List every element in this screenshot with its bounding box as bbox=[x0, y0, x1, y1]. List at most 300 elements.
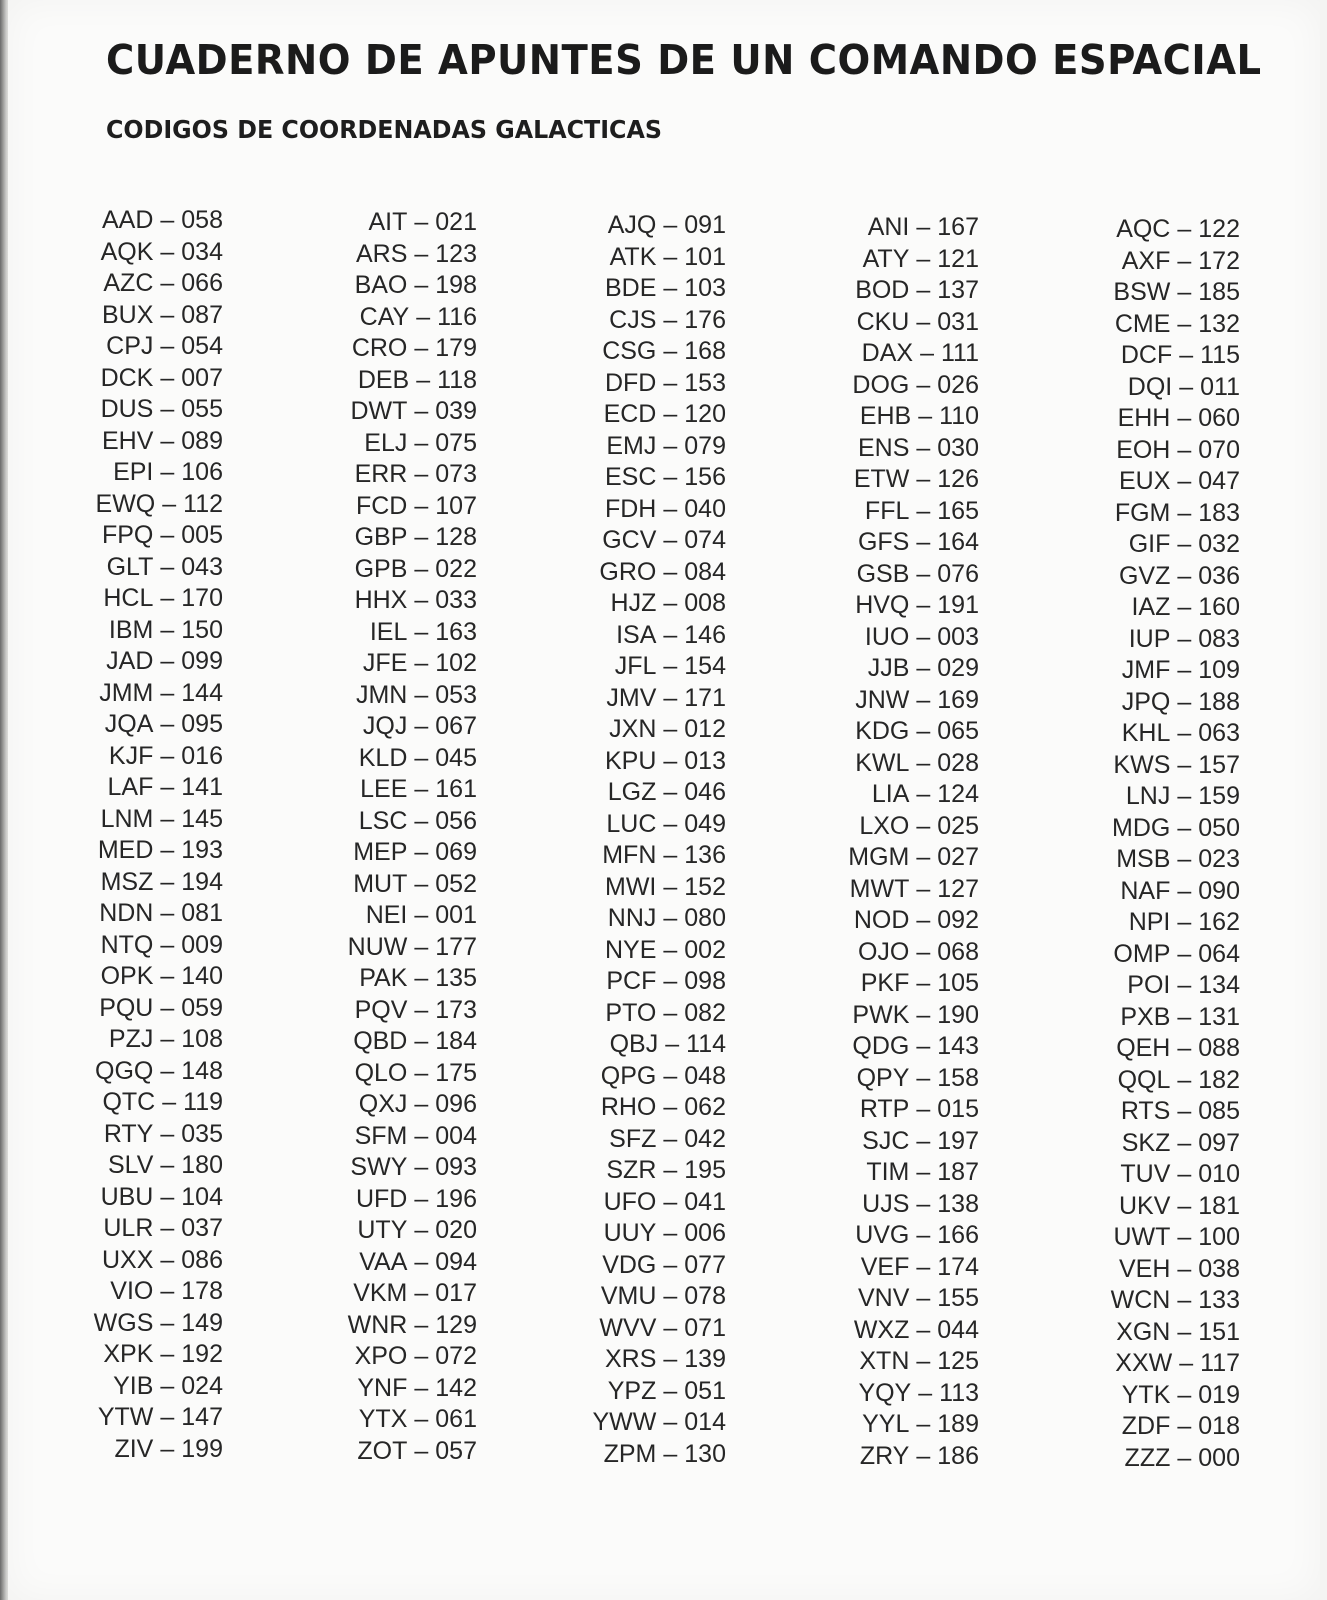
code-label: PCF bbox=[606, 967, 657, 995]
code-separator: – bbox=[663, 1376, 678, 1405]
code-value: 106 bbox=[181, 458, 223, 486]
coordinate-code-entry bbox=[1040, 561, 1240, 593]
coordinate-code-entry bbox=[23, 1056, 223, 1088]
code-label: LXO bbox=[859, 811, 910, 840]
code-label: JQJ bbox=[362, 712, 408, 740]
code-label: WGS bbox=[93, 1308, 154, 1337]
code-value: 154 bbox=[684, 652, 726, 680]
coordinate-code-entry bbox=[526, 966, 726, 998]
coordinate-code-entry bbox=[277, 1310, 477, 1342]
code-separator: – bbox=[414, 1216, 429, 1244]
code-separator: – bbox=[160, 300, 175, 329]
code-value: 130 bbox=[684, 1439, 726, 1468]
code-value: 092 bbox=[937, 906, 979, 934]
code-label: LNM bbox=[100, 804, 154, 833]
coordinate-code-entry bbox=[23, 1119, 223, 1151]
code-label: DAX bbox=[861, 339, 914, 367]
code-value: 124 bbox=[937, 780, 979, 808]
code-separator: – bbox=[916, 1063, 931, 1092]
code-separator: – bbox=[916, 654, 931, 682]
code-label: SKZ bbox=[1121, 1128, 1171, 1157]
code-label: LNJ bbox=[1125, 782, 1171, 810]
code-separator: – bbox=[414, 712, 429, 740]
code-label: NTQ bbox=[100, 930, 154, 959]
code-separator: – bbox=[916, 969, 931, 997]
code-value: 132 bbox=[1198, 309, 1240, 338]
code-value: 122 bbox=[1198, 215, 1240, 243]
code-value: 101 bbox=[684, 242, 726, 271]
code-separator: – bbox=[160, 678, 175, 707]
code-separator: – bbox=[916, 1095, 931, 1123]
code-separator: – bbox=[160, 836, 175, 864]
code-separator: – bbox=[414, 1279, 429, 1307]
code-value: 169 bbox=[937, 685, 979, 714]
code-label: XRS bbox=[604, 1345, 657, 1373]
code-value: 133 bbox=[1198, 1286, 1240, 1314]
code-separator: – bbox=[160, 773, 175, 801]
code-label: RHO bbox=[600, 1093, 657, 1121]
code-value: 171 bbox=[684, 683, 726, 712]
code-label: MFN bbox=[602, 841, 657, 869]
code-separator: – bbox=[663, 1282, 678, 1310]
code-separator: – bbox=[160, 521, 175, 549]
code-value: 156 bbox=[684, 463, 726, 491]
code-label: VEF bbox=[860, 1252, 910, 1281]
coordinate-code-entry bbox=[23, 1402, 223, 1434]
code-label: HCL bbox=[103, 584, 154, 612]
code-label: IUO bbox=[864, 622, 910, 651]
code-value: 135 bbox=[435, 964, 477, 992]
code-separator: – bbox=[1177, 813, 1192, 842]
code-value: 184 bbox=[435, 1027, 477, 1055]
code-label: OMP bbox=[1113, 939, 1171, 968]
code-label: EPI bbox=[113, 458, 154, 486]
code-separator: – bbox=[663, 400, 678, 428]
code-label: XXW bbox=[1115, 1349, 1173, 1377]
code-label: LGZ bbox=[607, 778, 657, 806]
coordinate-code-entry bbox=[23, 457, 223, 489]
code-label: JAD bbox=[106, 647, 154, 675]
code-value: 179 bbox=[435, 334, 477, 362]
code-label: ERR bbox=[354, 460, 408, 488]
code-label: VAA bbox=[359, 1247, 408, 1276]
code-separator: – bbox=[916, 874, 931, 903]
code-separator: – bbox=[1177, 215, 1192, 243]
coordinate-code-entry bbox=[779, 1283, 979, 1315]
code-separator: – bbox=[160, 710, 175, 738]
code-label: HHX bbox=[354, 586, 408, 614]
code-label: BUX bbox=[101, 300, 154, 329]
code-label: RTS bbox=[1120, 1097, 1171, 1125]
code-value: 057 bbox=[435, 1436, 477, 1465]
code-label: RTP bbox=[859, 1095, 910, 1123]
code-label: QQL bbox=[1117, 1065, 1171, 1094]
code-separator: – bbox=[663, 242, 678, 271]
coordinate-code-entry bbox=[23, 1434, 223, 1466]
coordinate-code-entry bbox=[779, 748, 979, 780]
coordinate-code-entry bbox=[277, 1247, 477, 1279]
code-separator: – bbox=[663, 494, 678, 523]
code-label: GSB bbox=[856, 559, 910, 588]
code-label: MWT bbox=[849, 874, 910, 903]
code-label: MSB bbox=[1116, 845, 1171, 873]
codes-column-3 bbox=[526, 210, 726, 1470]
code-separator: – bbox=[1177, 435, 1192, 464]
code-separator: – bbox=[1177, 530, 1192, 558]
code-separator: – bbox=[663, 589, 678, 617]
code-separator: – bbox=[916, 622, 931, 651]
coordinate-code-entry bbox=[1040, 214, 1240, 246]
code-separator: – bbox=[1177, 908, 1192, 936]
coordinate-code-entry bbox=[779, 559, 979, 591]
coordinate-code-entry bbox=[23, 1150, 223, 1182]
coordinate-code-entry bbox=[23, 678, 223, 710]
coordinate-code-entry bbox=[1040, 781, 1240, 813]
coordinate-code-entry bbox=[277, 774, 477, 806]
code-separator: – bbox=[1177, 939, 1192, 968]
code-separator: – bbox=[663, 998, 678, 1027]
code-value: 145 bbox=[181, 804, 223, 833]
coordinate-code-entry bbox=[23, 898, 223, 930]
coordinate-code-entry bbox=[277, 900, 477, 932]
code-value: 117 bbox=[1200, 1349, 1240, 1377]
coordinate-code-entry bbox=[526, 1187, 726, 1219]
code-value: 172 bbox=[1198, 246, 1240, 275]
code-separator: – bbox=[414, 649, 429, 677]
code-separator: – bbox=[414, 869, 429, 898]
coordinate-code-entry bbox=[23, 300, 223, 332]
coordinate-code-entry bbox=[779, 653, 979, 685]
coordinate-code-entry bbox=[526, 1439, 726, 1471]
code-separator: – bbox=[916, 1315, 931, 1344]
code-separator: – bbox=[1177, 624, 1192, 653]
code-value: 016 bbox=[181, 741, 223, 770]
code-label: FDH bbox=[604, 494, 657, 523]
code-label: PKF bbox=[860, 969, 910, 997]
code-value: 115 bbox=[1200, 341, 1240, 369]
code-value: 138 bbox=[937, 1189, 979, 1218]
code-separator: – bbox=[414, 995, 429, 1024]
code-label: PAK bbox=[359, 964, 408, 992]
code-value: 032 bbox=[1198, 530, 1240, 558]
code-separator: – bbox=[916, 433, 931, 462]
code-value: 193 bbox=[181, 836, 223, 864]
code-value: 094 bbox=[435, 1247, 477, 1276]
code-separator: – bbox=[1177, 1002, 1192, 1031]
coordinate-code-entry bbox=[779, 1441, 979, 1473]
code-value: 170 bbox=[181, 584, 223, 612]
coordinate-code-entry bbox=[779, 811, 979, 843]
coordinate-code-entry bbox=[1040, 309, 1240, 341]
code-label: ATK bbox=[609, 242, 657, 271]
code-label: ETW bbox=[853, 465, 910, 493]
code-label: DCK bbox=[100, 363, 154, 392]
code-value: 186 bbox=[937, 1441, 979, 1470]
coordinate-code-entry bbox=[779, 338, 979, 370]
code-label: VNV bbox=[857, 1284, 910, 1312]
code-value: 097 bbox=[1198, 1128, 1240, 1157]
code-separator: – bbox=[916, 1410, 931, 1438]
code-value: 018 bbox=[1198, 1412, 1240, 1440]
code-value: 168 bbox=[684, 337, 726, 365]
code-separator: – bbox=[1177, 498, 1192, 527]
code-separator: – bbox=[663, 1187, 678, 1216]
coordinate-code-entry bbox=[23, 520, 223, 552]
code-value: 096 bbox=[435, 1090, 477, 1118]
code-label: NDN bbox=[99, 899, 154, 927]
code-separator: – bbox=[665, 1030, 680, 1058]
code-value: 023 bbox=[1198, 845, 1240, 873]
code-label: AXF bbox=[1121, 246, 1171, 275]
code-separator: – bbox=[663, 526, 678, 554]
coordinate-code-entry bbox=[1040, 813, 1240, 845]
code-value: 058 bbox=[181, 206, 223, 234]
code-value: 160 bbox=[1198, 593, 1240, 621]
code-value: 037 bbox=[181, 1214, 223, 1242]
code-label: BDE bbox=[604, 274, 657, 302]
code-label: CAY bbox=[359, 302, 410, 331]
code-value: 177 bbox=[435, 932, 477, 961]
code-value: 103 bbox=[684, 274, 726, 302]
code-label: JJB bbox=[867, 654, 910, 682]
code-label: TUV bbox=[1120, 1160, 1171, 1188]
code-separator: – bbox=[414, 1436, 429, 1465]
code-separator: – bbox=[663, 778, 678, 806]
coordinate-code-entry bbox=[779, 905, 979, 937]
coordinate-code-entry bbox=[526, 903, 726, 935]
code-value: 147 bbox=[181, 1403, 223, 1431]
code-label: CPJ bbox=[106, 332, 154, 360]
code-separator: – bbox=[414, 1153, 429, 1181]
coordinate-code-entry bbox=[23, 1276, 223, 1308]
coordinate-code-entry bbox=[23, 961, 223, 993]
code-value: 071 bbox=[684, 1313, 726, 1342]
code-separator: – bbox=[160, 1056, 175, 1085]
code-label: ECD bbox=[603, 400, 657, 428]
code-value: 070 bbox=[1198, 435, 1240, 464]
coordinate-code-entry bbox=[779, 1126, 979, 1158]
code-separator: – bbox=[663, 715, 678, 743]
code-label: TIM bbox=[866, 1158, 910, 1186]
code-separator: – bbox=[160, 426, 175, 455]
code-separator: – bbox=[916, 937, 931, 966]
code-label: FGM bbox=[1114, 498, 1171, 527]
code-separator: – bbox=[1177, 1160, 1192, 1188]
code-value: 183 bbox=[1198, 498, 1240, 527]
code-separator: – bbox=[1177, 1254, 1192, 1283]
code-separator: – bbox=[663, 809, 678, 838]
code-value: 091 bbox=[684, 211, 726, 239]
code-label: YIB bbox=[113, 1371, 154, 1400]
code-separator: – bbox=[663, 431, 678, 460]
coordinate-code-entry bbox=[277, 585, 477, 617]
coordinate-code-entry bbox=[779, 244, 979, 276]
code-value: 174 bbox=[937, 1252, 979, 1281]
code-label: VIO bbox=[110, 1277, 154, 1305]
code-separator: – bbox=[414, 491, 429, 520]
code-separator: – bbox=[416, 365, 431, 394]
code-separator: – bbox=[916, 1189, 931, 1218]
code-value: 182 bbox=[1198, 1065, 1240, 1094]
code-value: 161 bbox=[435, 775, 477, 803]
code-value: 035 bbox=[181, 1119, 223, 1148]
code-value: 068 bbox=[937, 937, 979, 966]
code-label: JFE bbox=[362, 649, 408, 677]
code-label: GLT bbox=[106, 552, 154, 581]
code-value: 127 bbox=[937, 874, 979, 903]
coordinate-code-entry bbox=[23, 394, 223, 426]
code-separator: – bbox=[160, 804, 175, 833]
coordinate-code-entry bbox=[23, 583, 223, 615]
code-separator: – bbox=[916, 685, 931, 714]
coordinate-code-entry bbox=[526, 462, 726, 494]
coordinate-code-entry bbox=[1040, 246, 1240, 278]
code-label: ULR bbox=[103, 1214, 154, 1242]
code-separator: – bbox=[916, 1252, 931, 1281]
code-value: 086 bbox=[181, 1245, 223, 1274]
code-value: 104 bbox=[181, 1182, 223, 1211]
codes-column-5 bbox=[1040, 214, 1240, 1474]
code-label: ZPM bbox=[603, 1439, 657, 1468]
code-label: EWQ bbox=[95, 489, 156, 518]
code-label: NOD bbox=[853, 906, 910, 934]
coordinate-code-entry bbox=[526, 651, 726, 683]
code-value: 041 bbox=[684, 1187, 726, 1216]
coordinate-code-entry bbox=[1040, 498, 1240, 530]
coordinate-code-entry bbox=[23, 709, 223, 741]
codes-column-2 bbox=[277, 207, 477, 1467]
code-value: 198 bbox=[435, 271, 477, 299]
coordinate-code-entry bbox=[526, 1029, 726, 1061]
code-separator: – bbox=[1177, 687, 1192, 716]
code-value: 199 bbox=[181, 1434, 223, 1463]
code-separator: – bbox=[160, 395, 175, 423]
coordinate-code-entry bbox=[526, 1344, 726, 1376]
code-value: 175 bbox=[435, 1058, 477, 1087]
code-value: 140 bbox=[181, 962, 223, 990]
coordinate-code-entry bbox=[1040, 970, 1240, 1002]
code-label: ZIV bbox=[114, 1434, 154, 1463]
code-label: JMV bbox=[606, 683, 657, 712]
code-value: 128 bbox=[435, 523, 477, 551]
coordinate-code-entry bbox=[1040, 1380, 1240, 1412]
code-label: NYE bbox=[604, 935, 657, 964]
code-separator: – bbox=[916, 465, 931, 493]
code-separator: – bbox=[414, 460, 429, 488]
code-separator: – bbox=[160, 647, 175, 675]
code-label: EUX bbox=[1118, 467, 1171, 495]
coordinate-code-entry bbox=[1040, 435, 1240, 467]
coordinate-code-entry bbox=[526, 935, 726, 967]
code-separator: – bbox=[916, 276, 931, 304]
code-separator: – bbox=[1179, 372, 1194, 401]
code-value: 064 bbox=[1198, 939, 1240, 968]
code-value: 166 bbox=[937, 1221, 979, 1249]
code-separator: – bbox=[160, 993, 175, 1022]
code-value: 075 bbox=[435, 428, 477, 457]
code-label: IAZ bbox=[1131, 593, 1171, 621]
code-value: 022 bbox=[435, 554, 477, 583]
coordinate-code-entry bbox=[277, 270, 477, 302]
code-value: 052 bbox=[435, 869, 477, 898]
code-label: UUY bbox=[603, 1219, 657, 1247]
code-label: AJQ bbox=[607, 211, 657, 239]
code-value: 046 bbox=[684, 778, 726, 806]
code-label: QLO bbox=[354, 1058, 408, 1087]
coordinate-code-entry bbox=[526, 336, 726, 368]
code-value: 019 bbox=[1198, 1380, 1240, 1409]
code-label: NAF bbox=[1120, 876, 1171, 905]
code-value: 077 bbox=[684, 1250, 726, 1279]
code-separator: – bbox=[916, 244, 931, 273]
code-value: 038 bbox=[1198, 1254, 1240, 1283]
code-value: 043 bbox=[181, 552, 223, 581]
code-label: VEH bbox=[1118, 1254, 1171, 1283]
code-value: 028 bbox=[937, 748, 979, 777]
code-value: 040 bbox=[684, 494, 726, 523]
coordinate-code-entry bbox=[23, 993, 223, 1025]
code-label: YPZ bbox=[607, 1376, 657, 1405]
code-value: 084 bbox=[684, 557, 726, 586]
code-label: JQA bbox=[104, 710, 154, 738]
code-separator: – bbox=[414, 1342, 429, 1370]
code-value: 053 bbox=[435, 680, 477, 709]
code-separator: – bbox=[160, 237, 175, 266]
code-value: 188 bbox=[1198, 687, 1240, 716]
code-value: 187 bbox=[937, 1158, 979, 1186]
code-label: QEH bbox=[1116, 1034, 1171, 1062]
code-label: HJZ bbox=[610, 589, 657, 617]
coordinate-code-entry bbox=[779, 937, 979, 969]
code-label: GCV bbox=[602, 526, 657, 554]
code-value: 047 bbox=[1198, 467, 1240, 495]
code-separator: – bbox=[663, 337, 678, 365]
coordinate-code-entry bbox=[277, 1215, 477, 1247]
code-separator: – bbox=[663, 967, 678, 995]
code-label: YYL bbox=[862, 1410, 910, 1438]
code-value: 192 bbox=[181, 1340, 223, 1368]
coordinate-code-entry bbox=[277, 932, 477, 964]
code-separator: – bbox=[1177, 719, 1192, 747]
code-separator: – bbox=[160, 741, 175, 770]
code-value: 021 bbox=[435, 208, 477, 236]
coordinate-code-entry bbox=[779, 1189, 979, 1221]
coordinate-code-entry bbox=[23, 867, 223, 899]
coordinate-code-entry bbox=[277, 1341, 477, 1373]
code-label: ENS bbox=[857, 433, 910, 462]
code-value: 164 bbox=[937, 528, 979, 556]
coordinate-code-entry bbox=[526, 525, 726, 557]
code-separator: – bbox=[1177, 246, 1192, 275]
code-label: FPQ bbox=[101, 521, 154, 549]
code-label: ELJ bbox=[364, 428, 408, 457]
code-separator: – bbox=[414, 1373, 429, 1402]
coordinate-code-entry bbox=[779, 716, 979, 748]
code-separator: – bbox=[1177, 1034, 1192, 1062]
code-value: 102 bbox=[435, 649, 477, 677]
code-separator: – bbox=[1177, 278, 1192, 306]
code-separator: – bbox=[414, 932, 429, 961]
coordinate-code-entry bbox=[779, 874, 979, 906]
coordinate-code-entry bbox=[779, 1409, 979, 1441]
code-label: PWK bbox=[852, 1000, 910, 1029]
code-label: JMF bbox=[1121, 656, 1171, 684]
code-label: DUS bbox=[100, 395, 154, 423]
code-separator: – bbox=[160, 899, 175, 927]
code-value: 126 bbox=[937, 465, 979, 493]
code-separator: – bbox=[160, 1277, 175, 1305]
code-value: 152 bbox=[684, 872, 726, 901]
